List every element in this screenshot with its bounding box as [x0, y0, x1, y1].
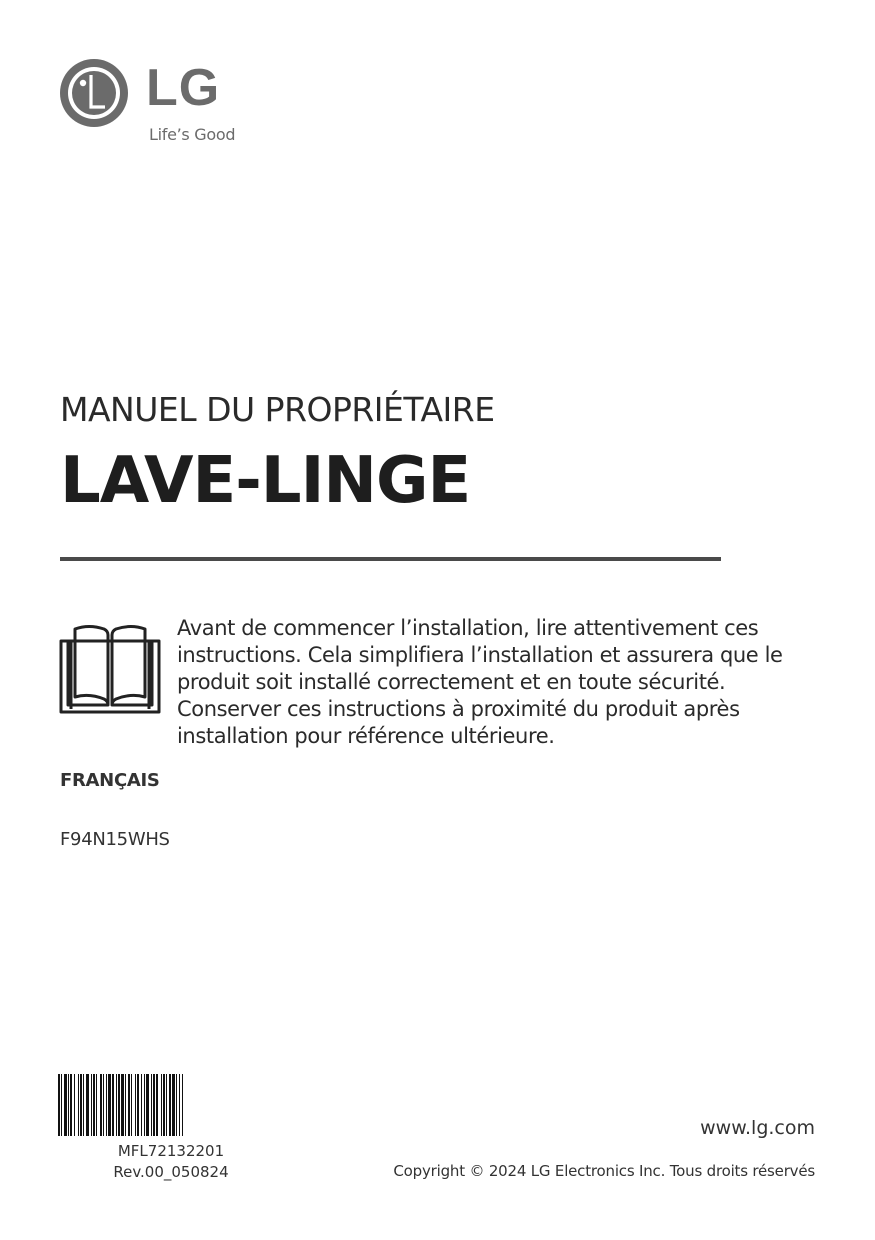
barcode-bar	[153, 1074, 155, 1136]
barcode-bar	[93, 1074, 95, 1136]
barcode-bar	[100, 1074, 102, 1136]
barcode-bar	[106, 1074, 107, 1136]
barcode-bar	[103, 1074, 104, 1136]
barcode-bar	[64, 1074, 67, 1136]
barcode-bar	[61, 1074, 62, 1136]
open-book-icon	[59, 621, 161, 714]
barcode-bar	[137, 1074, 139, 1136]
barcode-bar	[163, 1074, 165, 1136]
part-number: MFL72132201	[117, 1142, 225, 1160]
barcode-bar	[169, 1074, 171, 1136]
brand-slogan: Life’s Good	[149, 125, 236, 144]
barcode-bar	[176, 1074, 177, 1136]
product-title: LAVE-LINGE	[60, 444, 471, 518]
barcode-bar	[144, 1074, 145, 1136]
barcode-bar	[146, 1074, 149, 1136]
barcode-bar	[172, 1074, 175, 1136]
language-label: FRANÇAIS	[60, 770, 160, 791]
model-number: F94N15WHS	[60, 829, 170, 850]
barcode-bar	[128, 1074, 130, 1136]
title-divider	[60, 557, 721, 561]
barcode-bar	[80, 1074, 82, 1136]
barcode-bar	[121, 1074, 124, 1136]
barcode-bar	[125, 1074, 126, 1136]
document-type: MANUEL DU PROPRIÉTAIRE	[60, 390, 495, 429]
barcode-bar	[108, 1074, 111, 1136]
revision-code: Rev.00_050824	[113, 1163, 229, 1181]
barcode-bar	[70, 1074, 72, 1136]
website-link[interactable]: www.lg.com	[700, 1117, 815, 1139]
barcode-bar	[68, 1074, 69, 1136]
barcode-bar	[151, 1074, 152, 1136]
barcode-bar	[141, 1074, 142, 1136]
lg-logo-icon	[58, 57, 130, 129]
barcode-bar	[156, 1074, 158, 1136]
barcode-bar	[161, 1074, 162, 1136]
barcode-bar	[166, 1074, 167, 1136]
barcode-bar	[182, 1074, 183, 1136]
barcode	[58, 1074, 284, 1136]
copyright-notice: Copyright © 2024 LG Electronics Inc. Tous droits réservés	[393, 1162, 815, 1180]
brand-name: LG	[146, 59, 221, 117]
barcode-bar	[96, 1074, 97, 1136]
barcode-bar	[179, 1074, 180, 1136]
barcode-bar	[118, 1074, 120, 1136]
barcode-bar	[58, 1074, 60, 1136]
barcode-bar	[131, 1074, 132, 1136]
barcode-bar	[83, 1074, 84, 1136]
barcode-bar	[112, 1074, 114, 1136]
barcode-bar	[86, 1074, 89, 1136]
barcode-bar	[74, 1074, 75, 1136]
barcode-bar	[116, 1074, 117, 1136]
barcode-bar	[135, 1074, 136, 1136]
intro-text: Avant de commencer l’installation, lire attentivement ces instructions. Cela simplifiera l’installation et assurera que le produit soit installé correctement et en toute sécurité. Conserver ces instructions à proximité du produit après installation pour référence ultérieure.	[177, 616, 783, 748]
barcode-bar	[78, 1074, 79, 1136]
barcode-bar	[91, 1074, 92, 1136]
